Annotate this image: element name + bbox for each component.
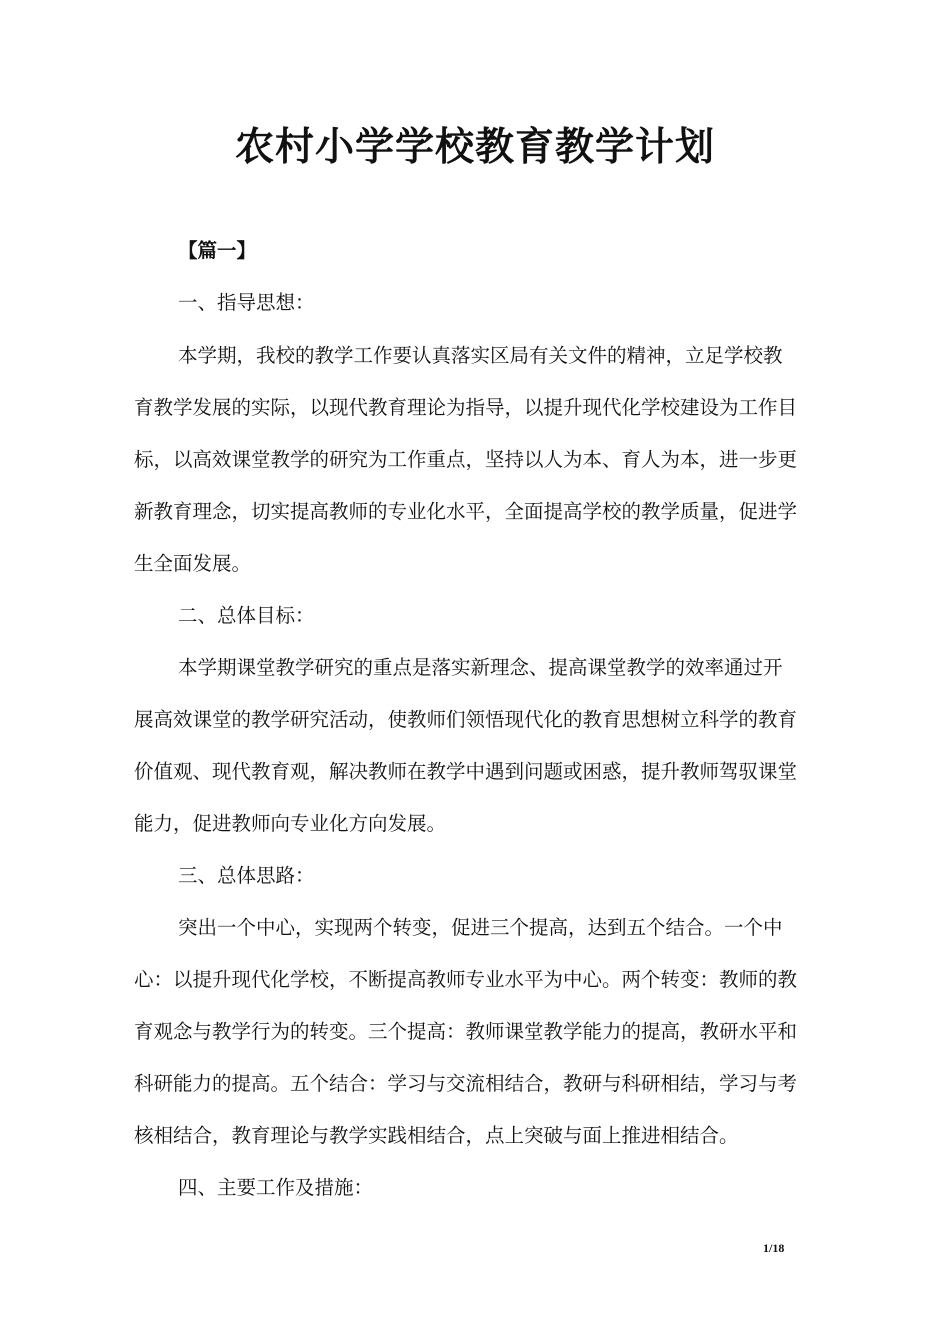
page-number: 1/18	[763, 1241, 785, 1255]
paragraph-line: 价值观、现代教育观，解决教师在教学中遇到问题或困惑，提升教师驾驭课堂	[134, 760, 798, 783]
heading-main-work: 四、主要工作及措施：	[178, 1176, 374, 1199]
paragraph-line: 能力，促进教师向专业化方向发展。	[134, 812, 447, 835]
heading-overall-goal: 二、总体目标：	[178, 604, 315, 627]
paragraph-line: 育观念与教学行为的转变。三个提高：教师课堂教学能力的提高，教研水平和	[134, 1020, 798, 1043]
paragraph-line: 展高效课堂的教学研究活动，使教师们领悟现代化的教育思想树立科学的教育	[134, 708, 798, 731]
heading-guiding-thought: 一、指导思想：	[178, 291, 315, 314]
paragraph-line: 标，以高效课堂教学的研究为工作重点，坚持以人为本、育人为本，进一步更	[134, 448, 798, 471]
paragraph-line: 核相结合，教育理论与教学实践相结合，点上突破与面上推进相结合。	[134, 1124, 739, 1147]
paragraph-line: 突出一个中心，实现两个转变，促进三个提高，达到五个结合。一个中	[178, 916, 783, 939]
paragraph-line: 心：以提升现代化学校，不断提高教师专业水平为中心。两个转变：教师的教	[134, 968, 798, 991]
paragraph-line: 育教学发展的实际，以现代教育理论为指导，以提升现代化学校建设为工作目	[134, 396, 798, 419]
heading-overall-approach: 三、总体思路：	[178, 864, 315, 887]
paragraph-line: 本学期课堂教学研究的重点是落实新理念、提高课堂教学的效率通过开	[178, 656, 783, 679]
paragraph-line: 生全面发展。	[134, 552, 252, 575]
paragraph-line: 科研能力的提高。五个结合：学习与交流相结合，教研与科研相结，学习与考	[134, 1072, 798, 1095]
paragraph-line: 本学期，我校的教学工作要认真落实区局有关文件的精神，立足学校教	[178, 344, 783, 367]
paragraph-line: 新教育理念，切实提高教师的专业化水平，全面提高学校的教学质量，促进学	[134, 500, 798, 523]
document-title: 农村小学学校教育教学计划	[234, 125, 715, 170]
section-label: 【篇一】	[178, 239, 257, 262]
